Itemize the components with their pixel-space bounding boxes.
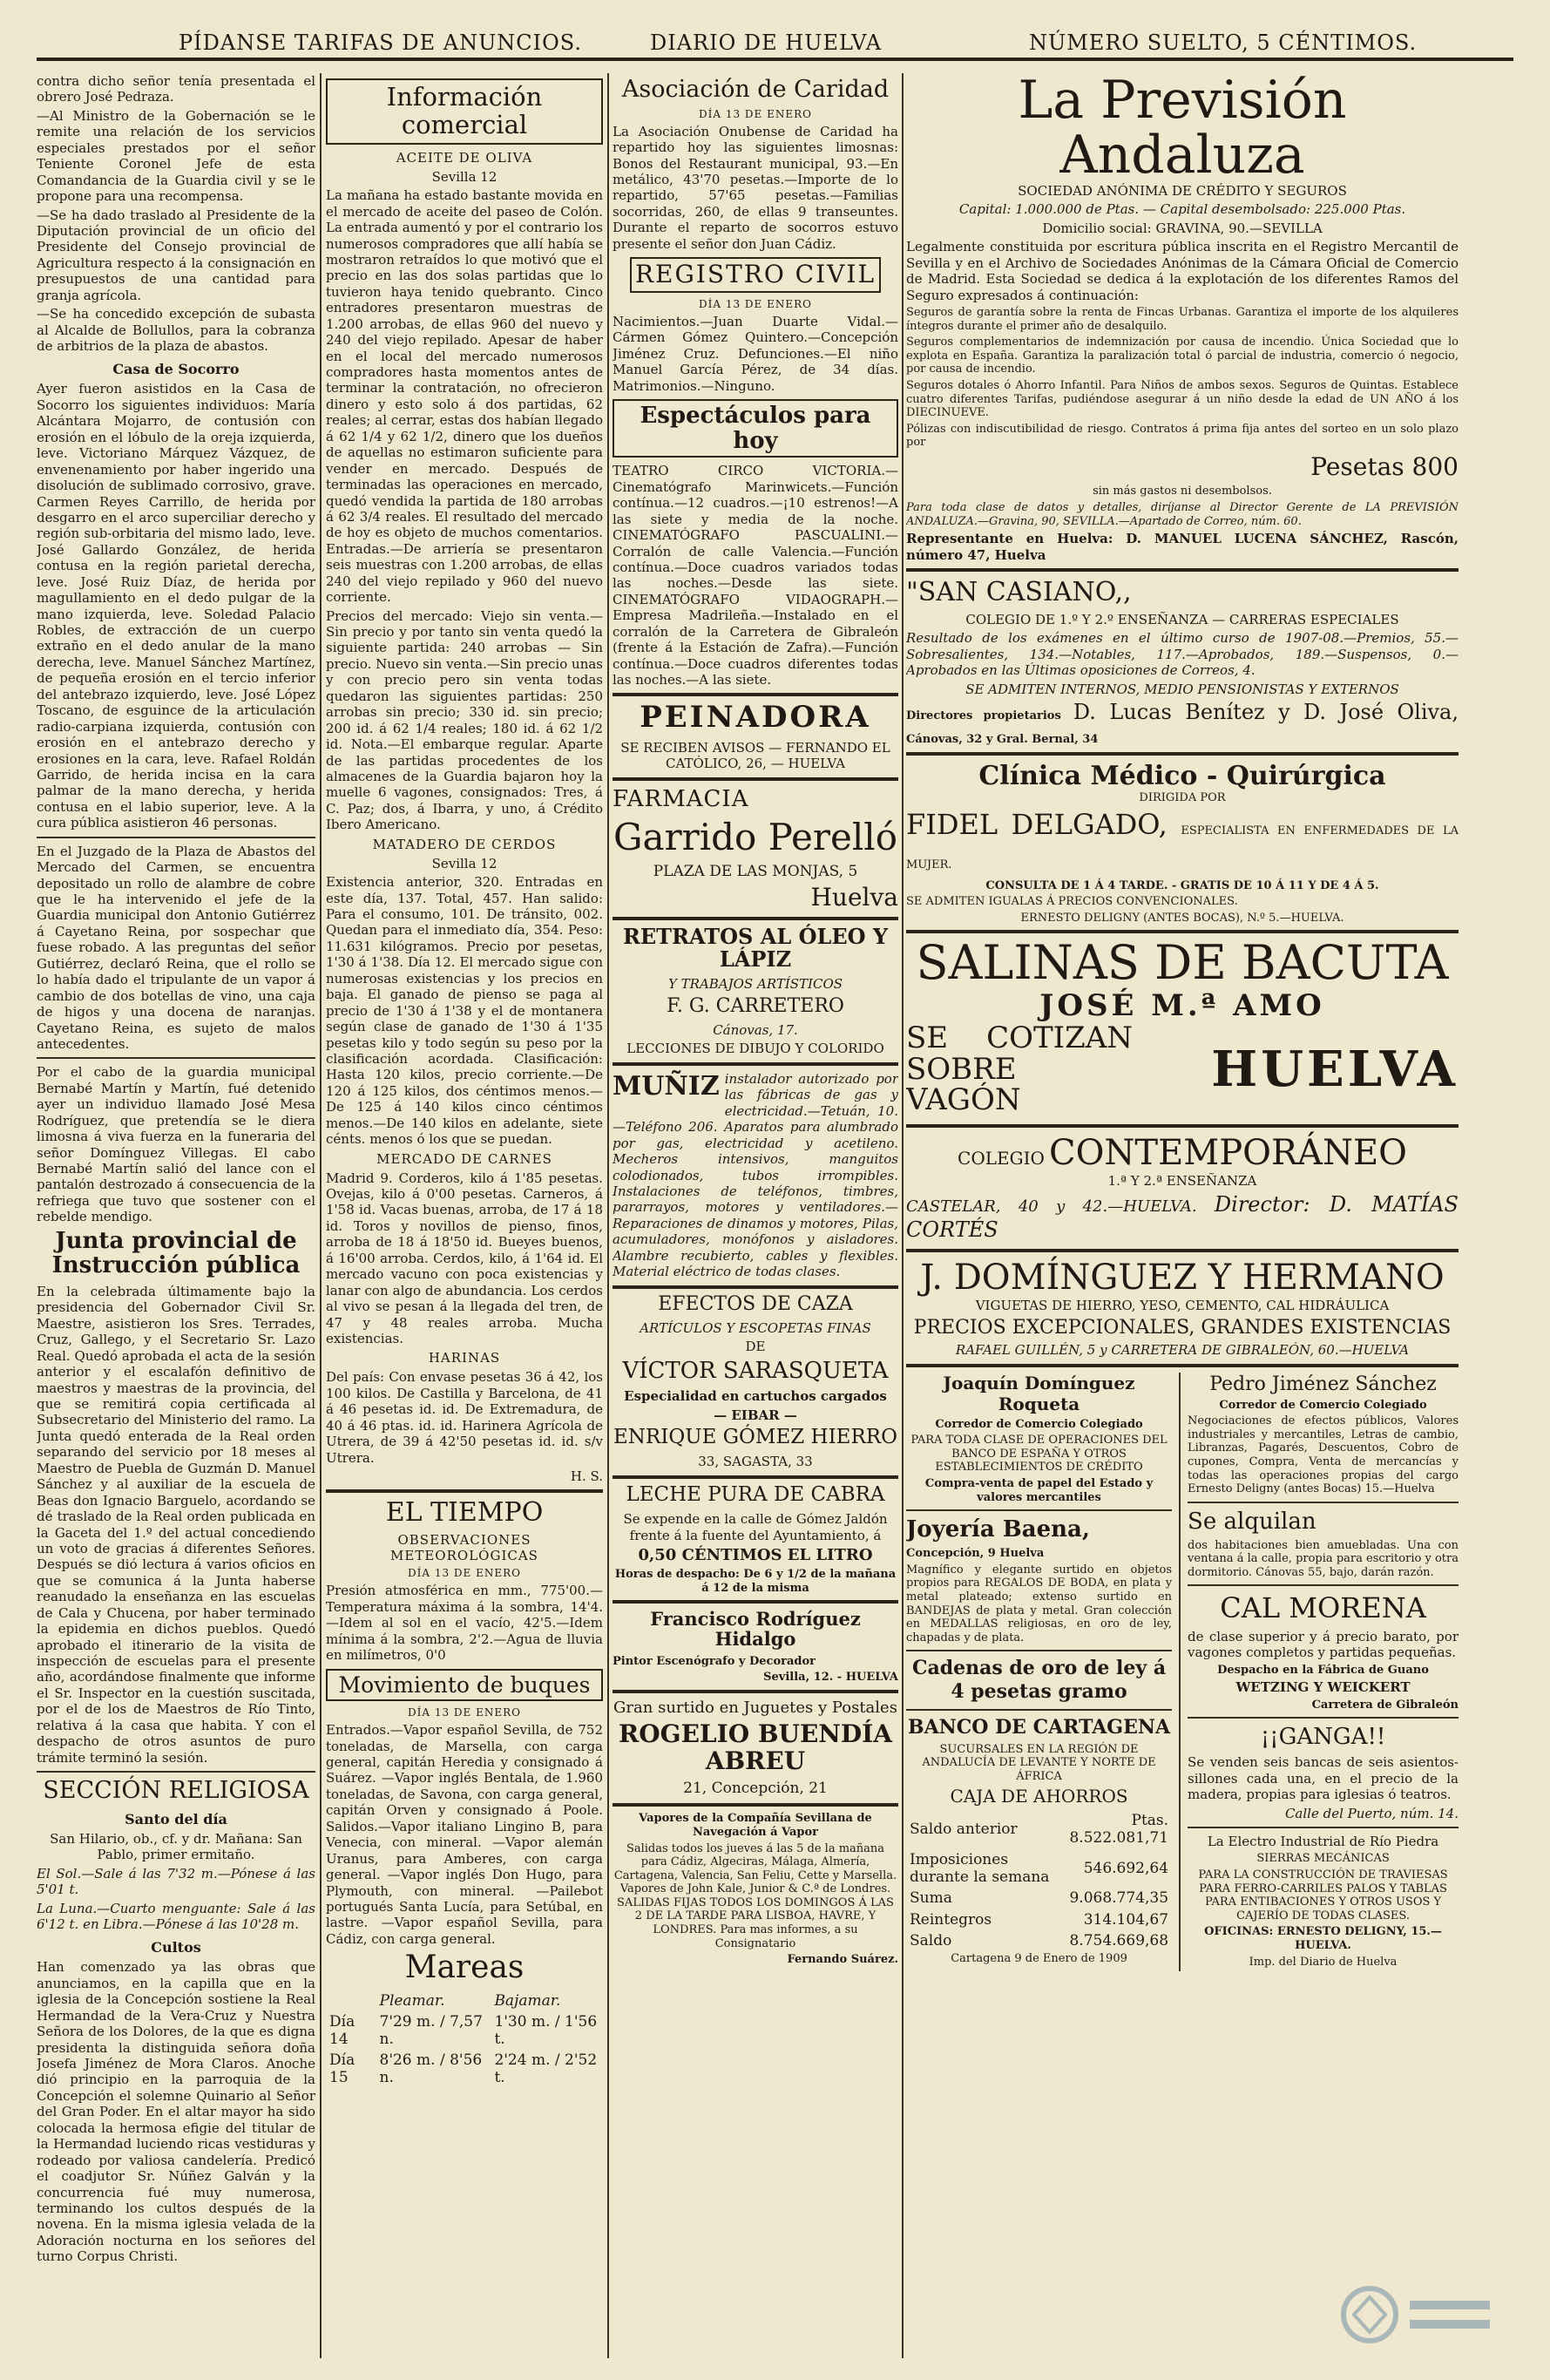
juguetes-line: Gran surtido en Juguetes y Postales <box>613 1698 897 1717</box>
caza-eibar: — EIBAR — <box>714 1407 797 1423</box>
casiano-internos: SE ADMITEN INTERNOS, MEDIO PENSIONISTAS Y EXTERNOS <box>965 681 1399 697</box>
divider <box>906 1650 1172 1651</box>
divider <box>613 1285 898 1289</box>
news-paragraph: —Se ha concedido excepción de subasta al Alcalde de Bollullos, para la cobranza de arbitrios de la plaza de abastos. <box>37 306 315 354</box>
divider <box>613 1062 898 1066</box>
column-3 <box>613 73 898 2358</box>
header-right: NÚMERO SUELTO, 5 CÉNTIMOS. <box>1029 31 1418 55</box>
cultos-title: Cultos <box>151 1939 201 1956</box>
caridad-date: DÍA 13 DE ENERO <box>698 107 812 120</box>
colegio-label: COLEGIO <box>958 1148 1045 1170</box>
caza-agent: ENRIQUE GÓMEZ HIERRO <box>613 1426 897 1449</box>
column-1 <box>37 73 315 2358</box>
salinas-title: SALINAS DE BACUTA <box>916 935 1449 991</box>
column-rule <box>607 73 609 2358</box>
colegio-address: CASTELAR, 40 y 42.—HUELVA. <box>906 1197 1197 1216</box>
lower-grid <box>906 1373 1459 1972</box>
aceite-prices: Precios del mercado: Viejo sin venta.—Sin precio y por tanto sin venta quedó la siguiente partida: 240 arrobas — Sin precio. Nuevo sin venta.—Sin precio unas y con precio pero sin venta todas quedaron las siguientes partidas: 250 arrobas sin precio; 330 id. sin precio; 200 id. á 62 1/4 reales; 180 id. á 62 1/2 id. Nota.—El embarque regular. Aparte de las partidas procedentes de los almacenes de la Guardia bajaron hoy la muelle 6 vagones, consignados: Tres, á C. Paz; dos, á Ibarra, y uno, á Crédito Ibero Americano. <box>326 607 603 833</box>
table-row <box>906 1909 1172 1930</box>
cerdos-title: MATADERO DE CERDOS <box>372 836 557 852</box>
intro-text: contra dicho señor tenía presentada el obrero José Pedraza. <box>37 73 315 105</box>
table-cell: 2'24 m. / 2'52 t. <box>494 2051 598 2086</box>
banco-title: BANCO DE CARTAGENA <box>907 1716 1171 1739</box>
junta-text: En la celebrada últimamente bajo la presidencia del Gobernador Civil Sr. Maestre, asistieron los Sres. Terrades, Cruz, Gallego, y el Secretario Sr. Lazo Real. Quedó aprobada el acta de la sesión anterior y el escalafón definitivo de maestros y maestras de la provincia, del que se remitirá copia certificada al Subsecretario del Ministerio del ramo. La Junta quedó enterada de la Real orden separando del servicio por 18 meses al Maestro de Puebla de Guzmán D. Manuel Sánchez y al auxiliar de la escuela de Beas don Ignacio Barguelo, acordando se dé traslado de la Real orden publicada en la Gaceta del 1.º del actual concediendo un voto de gracias á diferentes Señores. Después se dió lectura á varios oficios en que se comunica á la Junta haberse reanudado la enseñanza en las escuelas de Cala y Chucena, por haber terminado la epidemia en dichos pueblos. Quedó aprobado el itinerario de la visita de inspección de escuelas para el presente año, acordándose finalmente que informe el Sr. Inspector en la cuestión suscitada, por el de los de Maestros de Río Tinto, relativa á la casa que habita. Y con el despacho de otros asuntos de puro trámite terminó la sesión. <box>37 1283 315 1766</box>
casiano-title: "SAN CASIANO,, <box>906 577 1132 608</box>
banco-caja: CAJA DE AHORROS <box>950 1786 1128 1807</box>
socorro-text: Ayer fueron asistidos en la Casa de Socorro los siguientes individuos: María Alcántara Mojarro, de contusión con erosión en el lóbulo de la oreja izquierda, leve. Victoriano Márquez Vázquez, de envenenamiento por haber ingerido una disolución de sublimado corrosivo, grave. Carmen Reyes Carrillo, de herida por desgarro en el arco superciliar derecho y región sub-orbitaria del mismo lado, leve. José Gallardo González, de herida contusa en la región parietal derecha, leve. José Ruiz Díaz, de herida por magullamiento en el dedo pulgar de la mano izquierda, leve. Soledad Palacio Robles, de extracción de un cuerpo extraño en el dedo anular de la mano derecha, leve. Manuel Sánchez Martínez, de pequeña erosión en el tercio inferior del antebrazo izquierdo, leve. José López Toscano, de esguince de la articulación radio-carpiana izquierda, contusión con erosión en el antebrazo derecho y erosiones en la cara, leve. Rafael Roldán Garrido, de herida incisa en la cara palmar de la mano derecha, y herida contusa en el labio superior, leve. A la cura pública asistieron 46 personas. <box>37 381 315 831</box>
salinas-cotizan: SE COTIZAN SOBRE VAGÓN <box>906 1020 1133 1118</box>
morena-address: Carretera de Gibraleón <box>1311 1698 1459 1712</box>
divider <box>1188 1827 1459 1828</box>
table-cell: 546.692,64 <box>1083 1859 1169 1877</box>
news-paragraph: —Se ha dado traslado al Presidente de la Diputación provincial de un oficio del Presidente del Consejo provincial de Agricultura respecto á la consignación en presupuestos de una cantidad para granja agrícola. <box>37 207 315 303</box>
retratos-subtitle: Y TRABAJOS ARTÍSTICOS <box>667 976 843 993</box>
divider <box>906 752 1459 756</box>
retratos-footer: LECCIONES DE DIBUJO Y COLORIDO <box>626 1041 884 1057</box>
dominguez-subtitle: VIGUETAS DE HIERRO, YESO, CEMENTO, CAL HIDRÁULICA <box>975 1297 1390 1313</box>
table-row <box>906 1930 1172 1951</box>
prevision-ramo: Seguros complementarios de indemnización por causa de incendio. Única Sociedad que lo explota en España. Garantiza la paralización total ó parcial de industria, comercio ó negocio, por causa de incendio. <box>906 336 1459 376</box>
junta-title: Junta provincial de Instrucción pública <box>51 1227 301 1279</box>
caza-title: EFECTOS DE CAZA <box>658 1292 853 1315</box>
registro-title-box <box>630 257 881 293</box>
table-row <box>326 2011 603 2050</box>
lower-left <box>906 1373 1172 1972</box>
vapores-text: Salidas todos los jueves á las 5 de la mañana para Cádiz, Algeciras, Málaga, Almería, Cartagena, Valencia, San Feliu, Cette y Marsella. Vapores de John Kale, Junior & C.ª de Londres. SALIDAS FIJAS TODOS LOS DOMINGOS Á LAS 2 DE LA TARDE PARA LISBOA, HAVRE, Y LONDRES. Para mas informes, a su Consignatario <box>613 1841 897 1950</box>
table-cell: 314.104,67 <box>1083 1910 1169 1929</box>
colegio-name: CONTEMPORÁNEO <box>1049 1133 1407 1174</box>
registro-date: DÍA 13 DE ENERO <box>698 297 812 310</box>
tiempo-date: DÍA 13 DE ENERO <box>407 1567 521 1580</box>
leche-price: 0,50 CÉNTIMOS EL LITRO <box>638 1546 873 1565</box>
piedra-title: La Electro Industrial de Río Piedra <box>1207 1834 1439 1850</box>
leche-title: LECHE PURA DE CABRA <box>626 1482 885 1506</box>
muniz-name: MUÑIZ <box>613 1070 720 1102</box>
table-header <box>326 1990 603 2011</box>
prevision-capital: Capital: 1.000.000 de Ptas. — Capital desembolsado: 225.000 Ptas. <box>958 201 1406 218</box>
pedro-name: Pedro Jiménez Sánchez <box>1209 1373 1437 1395</box>
salinas-city: HUELVA <box>1211 1041 1459 1099</box>
espect-title-box <box>613 399 898 458</box>
piedra-subtitle: SIERRAS MECÁNICAS <box>1256 1852 1390 1866</box>
harinas-title: HARINAS <box>428 1350 501 1366</box>
alquilan-text: dos habitaciones bien amuebladas. Una con ventana á la calle, propia para escritorio y otra dormitorio. Cánovas 55, bajo, darán razón. <box>1188 1538 1459 1579</box>
table-row <box>326 2050 603 2088</box>
prevision-ramo: Pólizas con indiscutibilidad de riesgo. Contratos á prima fija antes del sorteo en un solo plazo por <box>906 422 1459 450</box>
sol-text: El Sol.—Sale á las 7'32 m.—Pónese á las 5'01 t. <box>37 1865 315 1898</box>
clinica-address: ERNESTO DELIGNY (ANTES BOCAS), N.º 5.—HUELVA. <box>1020 911 1344 925</box>
header-center: DIARIO DE HUELVA <box>650 31 883 55</box>
table-cell: Imposiciones durante la semana <box>910 1850 1050 1887</box>
colegio-subtitle: 1.ª Y 2.ª ENSEÑANZA <box>1107 1173 1257 1190</box>
hidalgo-address: Sevilla, 12. - HUELVA <box>763 1671 898 1685</box>
divider <box>906 568 1459 572</box>
colegio-contact <box>906 1192 1459 1244</box>
piedra-text: PARA LA CONSTRUCCIÓN DE TRAVIESAS PARA FERRO-CARRILES PALOS Y TABLAS PARA ENTIBACIONES Y OTROS USOS Y CAJERÍO DE TODAS CLASES. <box>1198 1868 1448 1922</box>
prevision-text: Legalmente constituida por escritura pública inscrita en el Registro Mercantil de Sevilla y en el Archivo de Sociedades Anónimas de la Cámara Oficial de Comercio de Madrid. Esta Sociedad se dedica á la explotación de los diferentes Ramos del Seguro expresados á continuación: <box>906 239 1459 303</box>
divider <box>1188 1584 1459 1586</box>
alquilan-title: Se alquilan <box>1188 1508 1316 1535</box>
banco-subtitle: SUCURSALES EN LA REGIÓN DE ANDALUCÍA DE LEVANTE Y NORTE DE ÁFRICA <box>922 1742 1156 1783</box>
rogelio-address: 21, Concepción, 21 <box>683 1780 828 1798</box>
luna-text: La Luna.—Cuarto menguante: Sale á las 6'12 t. en Libra.—Pónese á las 10'28 m. <box>37 1900 315 1932</box>
divider <box>37 837 315 838</box>
buques-title: Movimiento de buques <box>338 1671 591 1698</box>
divider <box>613 1600 898 1604</box>
cadenas-title: Cadenas de oro de ley á 4 pesetas gramo <box>911 1657 1167 1704</box>
news-paragraph: —Al Ministro de la Gobernación se le remite una relación de los servicios especiales prestados por el señor Teniente Coronel Jefe de esta Comandancia de la Guardia civil y se le propone para una recompensa. <box>37 107 315 205</box>
table-cell <box>326 1990 376 2011</box>
piedra-address: OFICINAS: ERNESTO DELIGNY, 15.—HUELVA. <box>1204 1925 1442 1953</box>
casiano-directors <box>906 700 1459 747</box>
divider <box>613 777 898 781</box>
joyeria-text: Magnífico y elegante surtido en objetos propios para REGALOS DE BODA, en plata y metal plateado; extenso surtido en BANDEJAS de plata y metal. Gran colección en MEDALLAS religiosas, en oro de ley, chapadas y de plata. <box>906 1563 1173 1644</box>
santo-text: San Hilario, ob., cf. y dr. Mañana: San Pablo, primer ermitaño. <box>50 1830 302 1863</box>
prevision-ramo: Seguros dotales ó Ahorro Infantil. Para Niños de ambos sexos. Seguros de Quintas. Establece cuatro diferentes Tarifas, pudiéndose asegurar á un niño desde la edad de UN AÑO á los DIECINUEVE. <box>906 379 1459 420</box>
mareas-title: Mareas <box>404 1949 525 1986</box>
cerdos-place: Sevilla 12 <box>431 855 497 871</box>
cerdos-text: Existencia anterior, 320. Entradas en este día, 137. Total, 457. Han salido: Para el consumo, 101. De tránsito, 002. Quedan para el inmediato día, 354. Peso: 11.631 kilógramos. Precio por pesetas, 1'30 á 1'38. Día 12. El mercado sigue con numerosas existencias y los precios en baja. El ganado de pienso se paga al precio de 1'30 á 1'38 y el de montanera según clase de ganado de 1'30 á 1'35 pesetas kilo y todo según su peso por la clasificación acordada. Clasificación: Hasta 120 kilos, precio corriente.—De 120 á 125 kilos, dos céntimos menos.—De 125 á 140 kilos cinco céntimos menos.—De 140 kilos en adelante, siete cénts. menos ó los que se puedan. <box>326 874 603 1148</box>
divider <box>1188 1502 1459 1503</box>
ganga-text: Se venden seis bancas de seis asientos-sillones cada una, en el precio de la madera, propias para iglesias ó teatros. <box>1188 1754 1459 1803</box>
divider <box>906 1364 1459 1367</box>
leche-text: Se expende en la calle de Gómez Jaldón frente á la fuente del Ayuntamiento, á <box>623 1511 888 1543</box>
tiempo-text: Presión atmosférica en mm., 775'00.—Temperatura máxima á la sombra, 14'4.—Idem al sol en el vacío, 42'5.—Idem mínima á la sombra, 2'2.—Agua de lluvia en milímetros, 0'0 <box>326 1583 603 1664</box>
divider <box>37 1771 315 1773</box>
peinadora-title: PEINADORA <box>640 700 871 736</box>
retratos-address: Cánovas, 17. <box>713 1022 798 1039</box>
tiempo-title: EL TIEMPO <box>385 1497 544 1529</box>
prevision-representative: Representante en Huelva: D. MANUEL LUCENA SÁNCHEZ, Rascón, número 47, Huelva <box>906 531 1459 563</box>
header-rule <box>37 58 1513 61</box>
column-rule <box>320 73 322 2358</box>
morena-title: CAL MORENA <box>1220 1591 1426 1625</box>
divider <box>326 1489 603 1493</box>
carnes-text: Madrid 9. Corderos, kilo á 1'85 pesetas. Ovejas, kilo á 0'00 pesetas. Carneros, á 1'58 id. Vacas buenas, arroba, de 17 á 18 id. Toros y novillos de pienso, finos, arroba de 18 á 18'50 id. Bueyes buenos, á 16'00 arroba. Cerdos, kilo, á 1'64 id. El mercado vacuno con poca existencias y lanar con algo de abundancia. Los cerdos al vivo se pesan á la llegada del tren, de 47 y 48 reales arroba. Mucha existencias. <box>326 1170 603 1346</box>
pedro-subtitle: Corredor de Comercio Colegiado <box>1219 1398 1427 1412</box>
table-row <box>906 1849 1172 1888</box>
socorro-title: Casa de Socorro <box>112 361 240 378</box>
casiano-subtitle: COLEGIO DE 1.º Y 2.º ENSEÑANZA — CARRERAS ESPECIALES <box>965 611 1399 627</box>
mareas-table <box>326 1990 603 2088</box>
aceite-text: La mañana ha estado bastante movida en el mercado de aceite del paseo de Colón. La entrada aumentó y por el contrario los numerosos compradores que allí había se mostraron retraídos lo que motivó que el precio en las dos solas partidas que lo tuvieron haya tenido quebranto. Cinco entradores presentaron muestras de 1.200 arrobas, de ellas 960 del nuevo y 240 del viejo repilado. Apesar de haber en el local del mercado numerosos compradores hasta momentos antes de terminar la contratación, no ofrecieron dinero y esto solo á dos partidas, 62 reales; al cerrar, estas dos habían llegado á 62 1/4 y 62 1/2, dinero que los dueños de aquellas no estimaron suficiente para vender en mercado. Después de terminadas las operaciones en mercado, quedó vendida la partida de 180 arrobas á 62 3/4 reales. El resultado del mercado de hoy es objeto de muchos comentarios. Entradas.—De arriería se presentaron seis muestras con 1.200 arrobas, de ellas 240 del viejo repilado y 960 del nuevo corriente. <box>326 187 603 606</box>
prevision-ramo: Seguros de garantía sobre la renta de Fincas Urbanas. Garantiza el importe de los alquileres íntegros durante el primer año de desalquilo. <box>906 306 1459 333</box>
banco-date: Cartagena 9 de Enero de 1909 <box>951 1951 1127 1965</box>
aceite-title: ACEITE DE OLIVA <box>396 149 533 166</box>
espect-title: Espectáculos para hoy <box>640 403 871 454</box>
caza-name: VÍCTOR SARASQUETA <box>622 1357 889 1384</box>
divider <box>906 1249 1459 1252</box>
prevision-contact: Para toda clase de datos y detalles, diríjanse al Director Gerente de LA PREVISIÓN ANDALUZA.—Gravina, 90, SEVILLA.—Apartado de Correo, núm. 60. <box>906 501 1459 528</box>
caza-de: DE <box>745 1339 766 1355</box>
lower-right <box>1179 1373 1459 1972</box>
cabo-text: Por el cabo de la guardia municipal Bernabé Martín y Martín, fué detenido ayer un individuo llamado José Mesa Rodríguez, que pretendía se le diera limosna á viva fuerza en la funeraria del señor Domínguez Villegas. El cabo Bernabé Martín salió del lance con el pantalón destrozado á consecuencia de la refriega que tuvo que sostener con el rebelde mendigo. <box>37 1064 315 1225</box>
imprenta-credit: Imp. del Diario de Huelva <box>1249 1955 1398 1969</box>
salinas-cotizan-row <box>906 1020 1459 1119</box>
hidalgo-name: Francisco Rodríguez Hidalgo <box>650 1608 861 1651</box>
retratos-title: RETRATOS AL ÓLEO Y LÁPIZ <box>622 923 889 972</box>
pedro-text: Negociaciones de efectos públicos, Valores industriales y mercantiles, Letras de cambio, Libranzas, Pagarés, Descuentos, Cobro de cupones, Compra, Venta de mercancías y todas las operaciones propias del cargo Ernesto Deligny (antes Bocas) 15.—Huelva <box>1188 1414 1459 1496</box>
santo-title: Santo del día <box>125 1810 227 1827</box>
espect-text: TEATRO CIRCO VICTORIA.—Cinematógrafo Marinwicets.—Función contínua.—12 cuadros.—¡10 estrenos!—A las siete y media de la noche. CINEMATÓGRAFO PASCUALINI.—Corralón de calle Valencia.—Función contínua.—Doce cuadros variados todas las noches.—Desde las siete. CINEMATÓGRAFO VIDAOGRAPH.—Empresa Madrileña.—Instalado en el corralón de la Carretera de Gibraleón (frente á la Estación de Zafra).—Función contínua.—Doce cuadros diferentes todas las noches.—A las siete. <box>613 463 898 688</box>
clinica-doctor-name: FIDEL DELGADO, <box>906 807 1168 841</box>
salinas-owner: JOSÉ M.ª AMO <box>1039 988 1325 1024</box>
signature: H. S. <box>570 1468 603 1485</box>
farmacia-address: PLAZA DE LAS MONJAS, 5 <box>653 862 858 880</box>
caridad-title: Asociación de Caridad <box>621 76 890 103</box>
clinica-dirigida: DIRIGIDA POR <box>1139 791 1226 805</box>
roqueta-footer: Compra-venta de papel del Estado y valores mercantiles <box>924 1477 1154 1504</box>
clinica-specialty: ESPECIALISTA EN ENFERMEDADES DE LA MUJER. <box>906 824 1459 872</box>
divider <box>613 917 898 920</box>
vapores-title: Vapores de la Compañía Sevillana de Navegación á Vapor <box>639 1812 872 1839</box>
clinica-title: Clínica Médico - Quirúrgica <box>978 761 1386 792</box>
table-cell: Ptas. 8.522.081,71 <box>1069 1811 1169 1848</box>
joyeria-name: Joyería Baena, <box>906 1516 1090 1543</box>
vapores-signature: Fernando Suárez. <box>787 1953 898 1967</box>
info-title-box <box>326 78 603 145</box>
farmacia-name: Garrido Perelló <box>613 815 897 858</box>
casiano-directors-label: Directores propietarios <box>906 709 1061 723</box>
ganga-title: ¡¡GANGA!! <box>1260 1724 1386 1751</box>
caza-subtitle: ARTÍCULOS Y ESCOPETAS FINAS <box>640 1319 871 1336</box>
divider <box>613 1475 898 1479</box>
clinica-consulta: CONSULTA DE 1 Á 4 TARDE. - GRATIS DE 10 Á 11 Y DE 4 Á 5. <box>985 878 1379 892</box>
registro-title: REGISTRO CIVIL <box>634 260 877 289</box>
dominguez-prices: PRECIOS EXCEPCIONALES, GRANDES EXISTENCIAS <box>913 1317 1452 1339</box>
table-cell: 9.068.774,35 <box>1069 1889 1169 1908</box>
registro-text: Nacimientos.—Juan Duarte Vidal.—Cármen Gómez Quintero.—Concepción Jiménez Cruz. Defunciones.—El niño Manuel García Pérez, de 34 días. Matrimonios.—Ninguno. <box>613 313 898 394</box>
prevision-title: La Previsión Andaluza <box>1018 73 1347 186</box>
joyeria-address: Concepción, 9 Huelva <box>906 1547 1045 1561</box>
caza-especialidad: Especialidad en cartuchos cargados <box>624 1388 887 1405</box>
table-cell: Reintegros <box>910 1910 992 1929</box>
table-cell: Bajamar. <box>494 1991 561 2010</box>
table-cell: 7'29 m. / 7,57 n. <box>379 2012 483 2048</box>
table-cell: 1'30 m. / 1'56 t. <box>494 2012 598 2048</box>
divider <box>906 1709 1172 1711</box>
cultos-text: Han comenzado ya las obras que anunciamos, en la capilla que en la iglesia de la Concepción sostiene la Real Hermandad de la Vera-Cruz y Nuestra Señora de los Dolores, de la que es digna presidenta la distinguida señora doña Josefa Jiménez de Mora Claros. Anoche dió principio en la parroquia de la Concepción el solemne Quinario al Señor del Gran Poder. En el altar mayor ha sido colocada la hermosa efigie del titular de la Hermandad luciendo ricas vestiduras y rodeado por valiosa candelería. Predicó el coadjutor Sr. Núñez Galván y la concurrencia fué muy numerosa, terminando los cultos después de la novena. En la misma iglesia velada de la Adoración nocturna en los señores del turno Corpus Christi. <box>37 1959 315 2265</box>
tiempo-subtitle: OBSERVACIONES METEOROLÓGICAS <box>390 1532 538 1564</box>
divider <box>906 1509 1172 1511</box>
table-row <box>906 1810 1172 1849</box>
roqueta-name: Joaquín Domínguez Roqueta <box>943 1372 1135 1415</box>
divider <box>37 1057 315 1059</box>
buques-title-box <box>326 1669 603 1702</box>
casiano-directors-names: D. Lucas Benítez y D. José Oliva, <box>1073 700 1459 725</box>
harinas-text: Del país: Con envase pesetas 36 á 42, los 100 kilos. De Castilla y Barcelona, de 41 á 46 pesetas id. id. De Extremadura, de 40 á 46 ptas. id. id. Harinera Agrícola de Utrera, de 39 á 42'50 pesetas id. id. s/v Utrera. <box>326 1369 603 1466</box>
dominguez-address: RAFAEL GUILLÉN, 5 y CARRETERA DE GIBRALEÓN, 60.—HUELVA <box>955 1342 1410 1359</box>
prevision-price: Pesetas 800 <box>1310 452 1459 481</box>
plaza-text: En el Juzgado de la Plaza de Abastos del Mercado del Carmen, se encuentra depositado un rollo de alambre de cobre que le ha intervenido el jefe de la Guardia municipal don Antonio Gutiérrez á Cayetano Reina, por sospechar que fuese robado. A las preguntas del señor Gutiérrez, declaró Reina, que el rollo se lo había dado el tripulante de un vapor á cambio de dos botellas de vino, una caja de higos y una docena de naranjas. Cayetano Reina, es sujeto de malos antecedentes. <box>37 843 315 1052</box>
colegio-director: Director: D. MATÍAS CORTÉS <box>906 1191 1459 1243</box>
muniz-text: instalador autorizado por las fábricas de gas y electricidad.—Tetuán, 10.—Teléfono 206. Aparatos para alumbrado por gas, electricidad y acetileno. Mecheros intensivos, manguitos colodionados, tubos irrompibles. Instalaciones de teléfonos, timbres, pararrayos, motores y ventiladores.—Reparaciones de dinamos y motores, Pilas, acumuladores, monófonos y aisladores. Alambre recubierto, cables y flexibles. Material eléctrico de todas clases. <box>613 1070 898 1280</box>
table-cell: Día 14 <box>329 2012 355 2048</box>
table-cell: Día 15 <box>329 2051 355 2086</box>
table-row <box>906 1888 1172 1909</box>
buques-date: DÍA 13 DE ENERO <box>407 1706 521 1719</box>
carnes-title: MERCADO DE CARNES <box>376 1150 552 1167</box>
table-cell: Suma <box>910 1889 952 1908</box>
divider <box>613 693 898 696</box>
table-cell: 8'26 m. / 8'56 n. <box>379 2051 483 2086</box>
table-cell: Saldo <box>910 1932 952 1950</box>
divider <box>906 930 1459 933</box>
banco-table <box>906 1810 1172 1952</box>
table-cell: 8.754.669,68 <box>1069 1932 1169 1950</box>
prevision-subtitle: SOCIEDAD ANÓNIMA DE CRÉDITO Y SEGUROS <box>1018 183 1347 199</box>
ganga-address: Calle del Puerto, núm. 14. <box>1284 1805 1459 1821</box>
rogelio-name: ROGELIO BUENDÍA ABREU <box>619 1719 892 1775</box>
aceite-place: Sevilla 12 <box>431 168 497 185</box>
clinica-doctor <box>906 808 1459 877</box>
leche-hours: Horas de despacho: De 6 y 1/2 de la mañana á 12 de la misma <box>614 1568 897 1595</box>
retratos-name: F. G. CARRETERO <box>667 994 844 1017</box>
divider <box>906 1124 1459 1128</box>
divider <box>1188 1717 1459 1719</box>
morena-text: de clase superior y á precio barato, por vagones completos y partidas pequeñas. <box>1188 1628 1459 1661</box>
caza-address: 33, SAGASTA, 33 <box>698 1454 813 1470</box>
header-left: PÍDANSE TARIFAS DE ANUNCIOS. <box>179 31 583 55</box>
column-rule <box>902 73 904 2358</box>
morena-deposit: Despacho en la Fábrica de Guano <box>1217 1663 1429 1677</box>
casiano-text: Resultado de los exámenes en el último curso de 1907-08.—Premios, 55.—Sobresalientes, 134.—Notables, 117.—Aprobados, 189.—Suspensos, 0.—Aprobados en las Últimas oposiciones de Correos, 4. <box>906 630 1459 679</box>
prevision-domicilio: Domicilio social: GRAVINA, 90.—SEVILLA <box>1042 220 1323 236</box>
buques-text: Entrados.—Vapor español Sevilla, de 752 toneladas, de Marsella, con carga general, capitán Heredia y consignado á Suárez. —Vapor inglés Bentala, de 1.960 toneladas, de Savona, con carga general, capitán Orven y consignado á Poole. Salidos.—Vapor italiano Lingino B, para Venecia, con mineral. —Vapor alemán Uranus, para Amberes, con carga general. —Vapor inglés Don Hugo, para Plymouth, con mineral. —Pailebot portugués Santa Lucía, para Setúbal, en lastre. —Vapor español Sevilla, para Cádiz, con carga general. <box>326 1722 603 1947</box>
column-2 <box>326 73 603 2358</box>
library-logo-icon <box>1337 2275 1502 2357</box>
roqueta-subtitle: Corredor de Comercio Colegiado <box>935 1417 1143 1431</box>
dominguez-title: J. DOMÍNGUEZ Y HERMANO <box>920 1257 1445 1298</box>
info-title: Información comercial <box>386 82 543 139</box>
peinadora-text: SE RECIBEN AVISOS — FERNANDO EL CATÓLICO, 26, — HUELVA <box>620 739 890 772</box>
morena-company: WETZING Y WEICKERT <box>1235 1679 1411 1696</box>
hidalgo-subtitle: Pintor Escenógrafo y Decorador <box>613 1654 816 1668</box>
roqueta-text: PARA TODA CLASE DE OPERACIONES DEL BANCO DE ESPAÑA Y OTROS ESTABLECIMIENTOS DE CRÉDITO <box>910 1434 1168 1475</box>
farmacia-city: Huelva <box>810 882 898 912</box>
table-cell: Saldo anterior <box>910 1821 1018 1839</box>
column-4 <box>906 73 1459 2358</box>
prevision-price-note: sin más gastos ni desembolsos. <box>1093 485 1272 498</box>
colegio-row <box>906 1133 1459 1173</box>
clinica-igualas: SE ADMITEN IGUALAS Á PRECIOS CONVENCIONALES. <box>906 895 1238 909</box>
divider <box>613 1803 898 1807</box>
caridad-text: La Asociación Onubense de Caridad ha repartido hoy las siguientes limosnas: Bonos del Restaurant municipal, 93.—En metálico, 43'70 pesetas.—Importe de lo repartido, 57'65 pesetas.—Familias socorridas, 260, de ellas 9 transeuntes. Durante el reparto de socorros estuvo presente el señor don Juan Cádiz. <box>613 123 898 252</box>
religiosa-title: SECCIÓN RELIGIOSA <box>43 1777 309 1805</box>
farmacia-label: FARMACIA <box>613 785 749 812</box>
divider <box>613 1690 898 1693</box>
casiano-address: Cánovas, 32 y Gral. Bernal, 34 <box>906 732 1099 746</box>
table-cell: Pleamar. <box>379 1991 445 2010</box>
